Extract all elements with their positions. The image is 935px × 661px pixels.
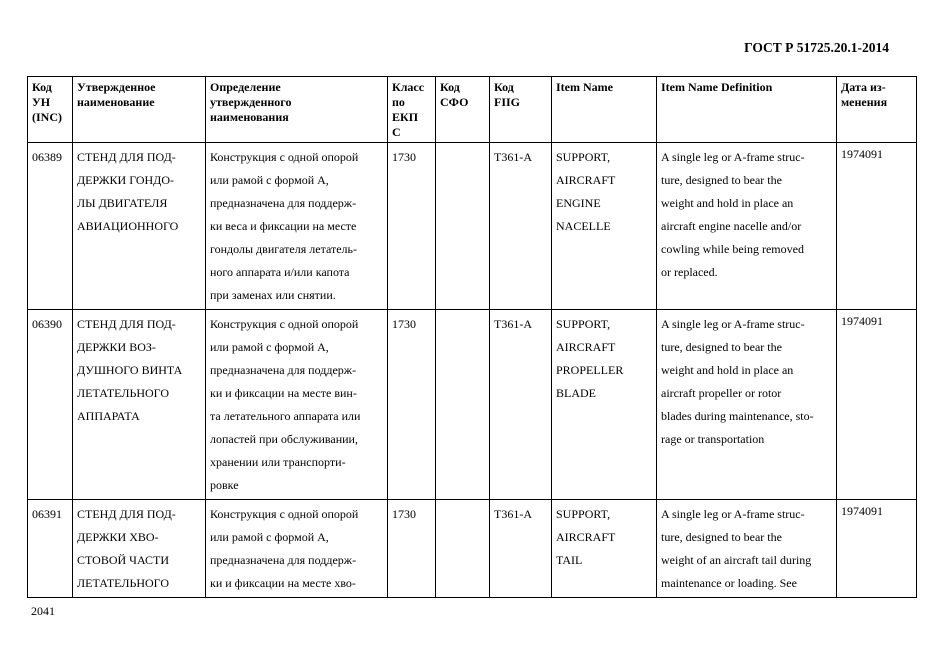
cell-class: 1730 <box>388 143 436 310</box>
cell-approved-name: СТЕНД ДЛЯ ПОД- ДЕРЖКИ ХВО- СТОВОЙ ЧАСТИ ЛЕТАТЕЛЬНОГО <box>73 500 206 598</box>
cell-date: 1974091 <box>837 310 917 500</box>
cell-approved-name: СТЕНД ДЛЯ ПОД- ДЕРЖКИ ГОНДО- ЛЫ ДВИГАТЕЛЯ АВИАЦИОННОГО <box>73 143 206 310</box>
cell-fiig: T361-A <box>490 143 552 310</box>
cell-item-name: SUPPORT, AIRCRAFT PROPELLER BLADE <box>552 310 657 500</box>
col-header-item-definition: Item Name Definition <box>657 77 837 143</box>
cell-definition: Конструкция с одной опорой или рамой с формой А, предназначена для поддерж- ки и фиксации на месте вин- та летательного аппарата или лопастей при обслуживании, хранении или транспорти- ровке <box>206 310 388 500</box>
cell-class: 1730 <box>388 310 436 500</box>
col-header-code: Код УН (INC) <box>28 77 73 143</box>
col-header-date: Дата из- менения <box>837 77 917 143</box>
document-code: ГОСТ Р 51725.20.1-2014 <box>744 40 889 55</box>
cell-item-definition: A single leg or A-frame struc- ture, designed to bear the weight and hold in place an aircraft propeller or rotor blades during maintenance, sto- rage or transportation <box>657 310 837 500</box>
cell-sfo <box>436 310 490 500</box>
cell-code: 06390 <box>28 310 73 500</box>
col-header-sfo: Код СФО <box>436 77 490 143</box>
table-header-row <box>28 77 917 143</box>
col-header-class: Класс по ЕКП С <box>388 77 436 143</box>
classification-table <box>27 76 917 598</box>
cell-approved-name: СТЕНД ДЛЯ ПОД- ДЕРЖКИ ВОЗ- ДУШНОГО ВИНТА ЛЕТАТЕЛЬНОГО АППАРАТА <box>73 310 206 500</box>
cell-fiig: T361-A <box>490 500 552 598</box>
cell-code: 06389 <box>28 143 73 310</box>
col-header-definition: Определение утвержденного наименования <box>206 77 388 143</box>
cell-date: 1974091 <box>837 500 917 598</box>
table-row <box>28 310 917 500</box>
cell-item-definition: A single leg or A-frame struc- ture, designed to bear the weight and hold in place an aircraft engine nacelle and/or cowling while being removed or replaced. <box>657 143 837 310</box>
cell-code: 06391 <box>28 500 73 598</box>
cell-item-name: SUPPORT, AIRCRAFT ENGINE NACELLE <box>552 143 657 310</box>
col-header-fiig: Код FIIG <box>490 77 552 143</box>
cell-item-definition: A single leg or A-frame struc- ture, designed to bear the weight of an aircraft tail during maintenance or loading. See <box>657 500 837 598</box>
cell-sfo <box>436 500 490 598</box>
cell-date: 1974091 <box>837 143 917 310</box>
cell-definition: Конструкция с одной опорой или рамой с формой А, предназначена для поддерж- ки и фиксации на месте хво- <box>206 500 388 598</box>
cell-sfo <box>436 143 490 310</box>
col-header-item-name: Item Name <box>552 77 657 143</box>
cell-definition: Конструкция с одной опорой или рамой с формой А, предназначена для поддерж- ки веса и фиксации на месте гондолы двигателя летатель- ного аппарата и/или капота при заменах или снятии. <box>206 143 388 310</box>
col-header-approved-name: Утвержденное наименование <box>73 77 206 143</box>
table-row <box>28 500 917 598</box>
cell-item-name: SUPPORT, AIRCRAFT TAIL <box>552 500 657 598</box>
table-row <box>28 143 917 310</box>
cell-fiig: T361-A <box>490 310 552 500</box>
page-number: 2041 <box>31 604 55 618</box>
cell-class: 1730 <box>388 500 436 598</box>
